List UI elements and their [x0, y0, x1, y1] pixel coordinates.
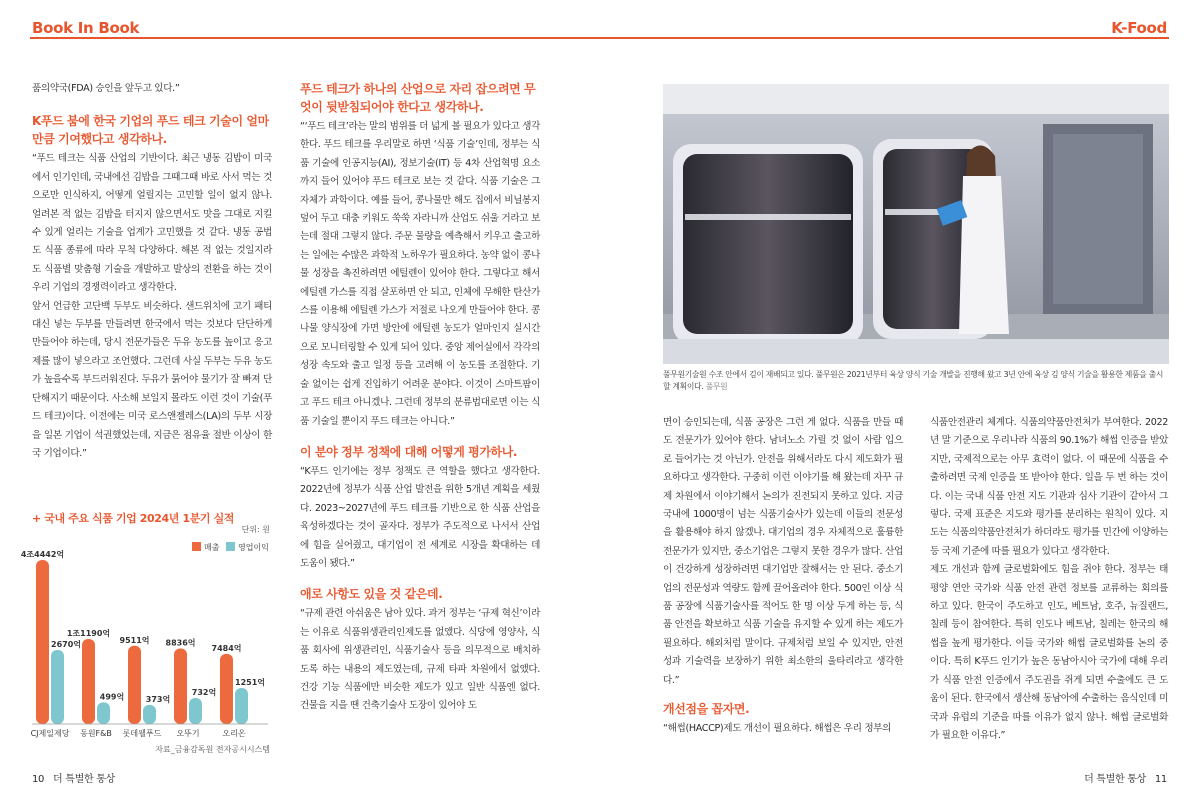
answer-text: “푸드 테크는 식품 산업의 기반이다. 최근 냉동 김밥이 미국에서 인기인데, 국내에선 김밥을 그때그때 바로 사서 먹는 것으로만 인식하지, 어떻게 얼릴지는 고민할 일이 없지 않나. 얼려본 적 없는 김밥을 터지지 않으면서도 맛을 그대로 지킬 수 있게 얼리는 기술을 업계가 고민했을 것 같다. 냉동 공법도 식품 종류에 따라 무척 다양하다. 해본 적 없는 것일지라도 식품별 맞춤형 기술을 개발하고 발상의 전환을 하는 것이 우리 기업의 경쟁력이라고 생각한다.: [32, 153, 272, 294]
footer-title-left: 더 특별한 통상: [53, 774, 115, 785]
answer-text: “해썹(HACCP)제도 개선이 필요하다. 해썹은 우리 정부의: [663, 723, 892, 735]
page-number-right: 11: [1154, 774, 1167, 785]
photo-caption: [663, 369, 1169, 393]
category-label: 동원F&B: [80, 729, 112, 738]
category-label: 오뚜기: [176, 729, 200, 738]
bar-sales: [36, 560, 49, 724]
legend-swatch: [226, 542, 235, 551]
data-label: 7484억: [211, 643, 242, 653]
footer-left: [32, 770, 115, 785]
data-label: 499억: [99, 692, 125, 702]
header-rule: [30, 37, 1169, 39]
footer-right: [1084, 770, 1167, 785]
lab-photo: [663, 84, 1169, 364]
category-label: 오리온: [222, 729, 246, 738]
question-heading: 개선점을 꼽자면.: [663, 702, 750, 717]
answer-text: “K푸드 인기에는 정부 정책도 큰 역할을 했다고 생각한다. 2022년에 정부가 식품 산업 발전을 위한 5개년 계획을 세웠다. 2023~2027년에 푸드 테크를 기반으로 한 식품 산업을 육성하겠다는 것이 골자다. 정부가 주도적으로 나서서 산업에 힘을 실어줬고, 대기업이 전 세계로 시장을 확대하는 데 도움이 됐다.”: [300, 465, 540, 569]
bar-profit: [235, 688, 248, 724]
bar-profit: [51, 650, 64, 724]
answer-text: 앞서 언급한 고단백 두부도 비슷하다. 샌드위치에 고기 패티 대신 넣는 두부를 만들려면 한국에서 먹는 것보다 단단하게 만들어야 하는데, 당시 전문가들은 두유 농도를 높이고 응고제를 많이 넣으라고 조언했다. 그런데 사실 두부는 두유 농도가 높을수록 부드러워진다. 두유가 묽어야 물기가 잘 빠져 단단해지기 때문이다. 사소해 보일지 몰라도 이런 것이 기술(푸드 테크)이다. 이전에는 미국 로스앤젤레스(LA)의 두부 시장을 일본 기업이 석권했었는데, 지금은 점유율 절반 이상이 한국 기업이다.”: [32, 300, 272, 459]
bar-profit: [143, 705, 156, 724]
data-label: 9511억: [119, 635, 150, 645]
data-label: 732억: [191, 687, 217, 697]
data-label: 373억: [145, 694, 171, 704]
chart-unit: 단위: 원: [241, 525, 270, 534]
legend-swatch: [192, 542, 201, 551]
bar-profit: [189, 698, 202, 724]
category-label: 롯데웰푸드: [122, 729, 162, 738]
section-title-right: K-Food: [1111, 19, 1167, 37]
body-text: 제도 개선과 함께 글로벌화에도 힘을 쥐야 한다. 정부는 태평양 연안 국가와 식품 안전 관련 정보를 교류하는 회의를 하고 있다. 한국이 주도하고 인도, 베트남, 호주, 뉴질랜드, 칠레 등이 참여한다. 특히 인도나 베트남, 칠레는 한국의 해썹을 높게 평가한다. 이들 국가와 해썹 글로벌화를 논의 중이다. 특히 K푸드 인기가 높은 동남아시아 국가에 대해 우리가 식품 안전 인증에서 주도권을 쥐게 되면 수출에도 큰 도움이 된다. 한국에서 생산해 동남아에 수출하는 음식인데 미국과 유럽의 기준을 따를 이유가 없지 않나. 해썹 글로벌화가 필요한 이유다.”: [930, 564, 1168, 741]
data-label: 1251억: [235, 678, 265, 687]
answer-text: “규제 관련 아쉬움은 남아 있다. 과거 정부는 ‘규제 혁신’이라는 이유로 식품위생관리인제도를 없앴다. 식당에 영양사, 식품 회사에 위생관리인, 식품기술사 등을 의무적으로 배치하도록 하는 내용의 제도였는데, 규제 타파 차원에서 없앴다. 건강 기능 식품에만 비슷한 제도가 있고 일반 식품엔 없다. 건물을 지을 땐 건축기술사 도장이 있어야 도: [300, 608, 540, 712]
legend-label: 매출: [204, 543, 220, 552]
bar-profit: [97, 702, 110, 724]
data-label: 4조4442억: [20, 550, 65, 559]
intro-text: 품의약국(FDA) 승인을 앞두고 있다.”: [32, 83, 180, 94]
chart-title: + 국내 주요 식품 기업 2024년 1분기 실적: [32, 512, 235, 525]
bar-sales: [128, 646, 141, 724]
body-text: 면이 승인되는데, 식품 공장은 그런 게 없다. 식품을 만들 때도 전문가가 있어야 한다. 남녀노소 가릴 것 없이 사람 입으로 들어가는 것 아닌가. 안전을 위해서라도 다시 제도화가 필요하다고 생각한다. 구중히 이런 이야기를 해 왔는데 자꾸 규제 차원에서 이야기해서 논의가 진전되지 못하고 있다. 지금 국내에 1000명이 넘는 식품기술사가 있는데 이들의 전문성을 활용해야 하지 않겠나. 대기업의 경우 자체적으로 훌륭한 전문가가 있지만, 중소기업은 그렇지 못한 경우가 많다. 산업이 건강하게 성장하려면 대기업만 잘해서는 안 된다. 중소기업의 전문성과 역량도 함께 끌어올려야 한다. 500인 이상 식품 공장에 식품기술사를 적어도 한 명 이상 두게 하는 등, 식품 안전을 확보하고 식품 기술을 유지할 수 있게 하는 제도가 필요하다. 해외처럼 말이다. 규제처럼 보일 수 있지만, 안전성과 기술력을 보장하기 위한 최소한의 울타리라고 생각한다.”: [663, 417, 903, 686]
caption-text: 풀무원기술원 수조 안에서 김이 재배되고 있다. 풀무원은 2021년부터 육상 양식 기술 개발을 진행해 왔고 3년 안에 육상 김 양식 기술을 활용한 제품을 출시할 계획이다.: [663, 370, 1164, 391]
column-4: [930, 414, 1168, 745]
lab-illustration: [663, 84, 1169, 364]
question-heading: K푸드 붐에 한국 기업의 푸드 테크 기술이 얼마만큼 기여했다고 생각하나.: [32, 114, 269, 147]
column-2: [300, 80, 540, 716]
column-3: [663, 414, 903, 739]
data-label: 8836억: [165, 638, 196, 648]
chart-plot: [20, 525, 272, 761]
caption-credit: 풀무원: [705, 382, 728, 391]
section-title-left: Book In Book: [32, 19, 140, 37]
bar-sales: [82, 639, 95, 724]
bar-sales: [220, 654, 233, 724]
question-heading: 푸드 테크가 하나의 산업으로 자리 잡으려면 무엇이 뒷받침되어야 한다고 생각하나.: [300, 82, 536, 114]
body-text: 식품안전관리 체계다. 식품의약품안전처가 부여한다. 2022년 말 기준으로 우리나라 식품의 90.1%가 해썹 인증을 받았지만, 국제적으로는 아무 효력이 없다. 이 때문에 식품을 수출하려면 국제 인증을 또 받아야 한다. 일을 두 번 하는 것이다. 이는 국내 식품 안전 지도 기관과 심사 기관이 같아서 그렇다. 국제 표준은 지도와 평가를 분리하는 원칙이 있다. 지도는 식품의약품안전처가 하더라도 평가를 민간에 이양하는 등 국제 기준에 따를 필요가 있다고 생각한다.: [930, 417, 1168, 557]
page-number-left: 10: [32, 774, 45, 785]
answer-text: “‘푸드 테크’라는 말의 범위를 더 넓게 볼 필요가 있다고 생각한다. 푸드 테크를 우리말로 하면 ‘식품 기술’인데, 정부는 식품 기술에 인공지능(AI), 정보기술(IT) 등 4차 산업혁명 요소까지 들어 있어야 푸드 테크로 보는 것 같다. 식품 기술은 그 자체가 과학이다. 예를 들어, 콩나물만 해도 집에서 비닐봉지 덮어 두고 대충 키워도 쑥쑥 자라니까 산업도 쉬울 거라고 보는데 절대 그렇지 않다. 주문 물량을 예측해서 키우고 출고하는 일에는 수많은 과학적 노하우가 필요하다. 농약 없이 콩나물 성장을 촉진하려면 에틸렌이 있어야 한다. 그렇다고 해서 에틸렌 가스를 직접 살포하면 안 되고, 인체에 무해한 탄산가스를 이용해 에틸렌 가스가 저절로 나오게 만들어야 한다. 콩나물 양식장에 가면 방안에 에틸렌 농도가 얼마인지 실시간으로 모니터링할 수 있게 되어 있다. 중앙 제어실에서 각각의 성장 속도와 출고 일정 등을 고려해 이 농도를 조절한다. 기술 없이는 쉽게 진입하기 어려운 분야다. 이것이 스마트팜이고 푸드 테크 아니겠나. 그런데 정부의 분류법대로면 이는 식품 기술일 뿐이지 푸드 테크는 아니다.”: [300, 121, 540, 427]
category-label: CJ제일제당: [30, 729, 70, 738]
question-heading: 애로 사항도 있을 것 같은데.: [300, 587, 443, 602]
earnings-chart: [20, 510, 272, 765]
bar-sales: [174, 648, 187, 724]
column-1: [32, 80, 272, 463]
footer-title-right: 더 특별한 통상: [1084, 774, 1146, 785]
chart-source: 자료_금융감독원 전자공시시스템: [155, 745, 270, 754]
data-label: 2670억: [51, 640, 81, 649]
question-heading: 이 분야 정부 정책에 대해 어떻게 평가하나.: [300, 444, 518, 459]
data-label: 1조1190억: [66, 629, 111, 638]
legend-label: 영업이익: [238, 543, 269, 552]
